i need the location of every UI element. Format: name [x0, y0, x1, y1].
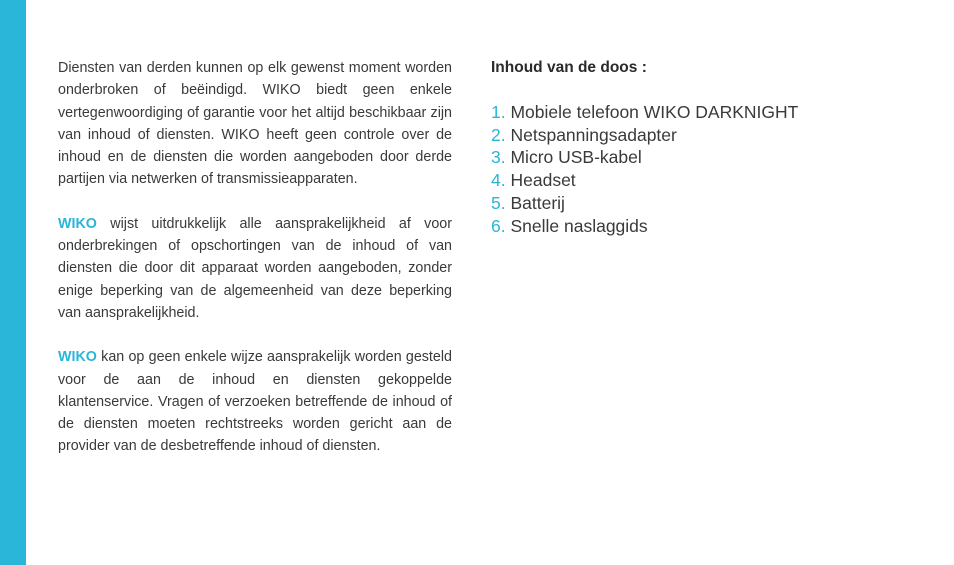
disclaimer-column: [58, 57, 452, 480]
item-label: Snelle naslaggids: [510, 215, 648, 236]
item-number: 5.: [491, 192, 506, 213]
item-label: Netspanningsadapter: [510, 124, 677, 145]
box-contents-list: [491, 101, 931, 237]
list-item: [491, 169, 931, 192]
list-item: [491, 101, 931, 124]
item-number: 6.: [491, 215, 506, 236]
item-number: 4.: [491, 170, 506, 191]
item-number: 3.: [491, 147, 506, 168]
item-number: 2.: [491, 124, 506, 145]
item-label: Batterij: [510, 192, 565, 213]
list-item: [491, 192, 931, 215]
brand-name: WIKO: [58, 215, 97, 232]
item-label: Micro USB-kabel: [510, 147, 642, 168]
item-number: 1.: [491, 102, 506, 122]
list-item: [491, 124, 931, 147]
accent-sidebar: [0, 0, 26, 565]
brand-name: WIKO: [58, 349, 97, 366]
item-label: Mobiele telefoon WIKO DARKNIGHT: [510, 102, 799, 122]
box-contents-column: [491, 57, 931, 237]
paragraph-customer-service: [58, 346, 452, 457]
paragraph-body: wijst uitdrukkelijk alle aansprakelijkheid af voor onderbrekingen of opschortingen van de inhoud of van diensten die door dit apparaat worden aangeboden, zonder enige beperking van de algemeenheid van deze beperking van aansprakelijkheid.: [58, 215, 452, 321]
paragraph-third-party-services: Diensten van derden kunnen op elk gewenst moment worden onderbroken of beëindigd. WIKO biedt geen enkele vertegenwoordiging of garantie voor het altijd beschikbaar zijn van inhoud of diensten. WIKO heeft geen controle over de inhoud en de diensten die worden aangeboden door derde partijen via netwerken of transmissieapparaten.: [58, 60, 452, 188]
paragraph-body: kan op geen enkele wijze aansprakelijk worden gesteld voor de aan de inhoud en diensten gekoppelde klantenservice. Vragen of verzoeken betreffende de inhoud of de diensten moeten rechtstreeks worden gericht aan de provider van de desbetreffende inhoud of diensten.: [58, 349, 452, 455]
list-item: [491, 215, 931, 238]
box-contents-title: Inhoud van de doos :: [491, 59, 647, 76]
item-label: Headset: [510, 170, 576, 191]
paragraph-liability-disclaimer: [58, 213, 452, 324]
list-item: [491, 146, 931, 169]
